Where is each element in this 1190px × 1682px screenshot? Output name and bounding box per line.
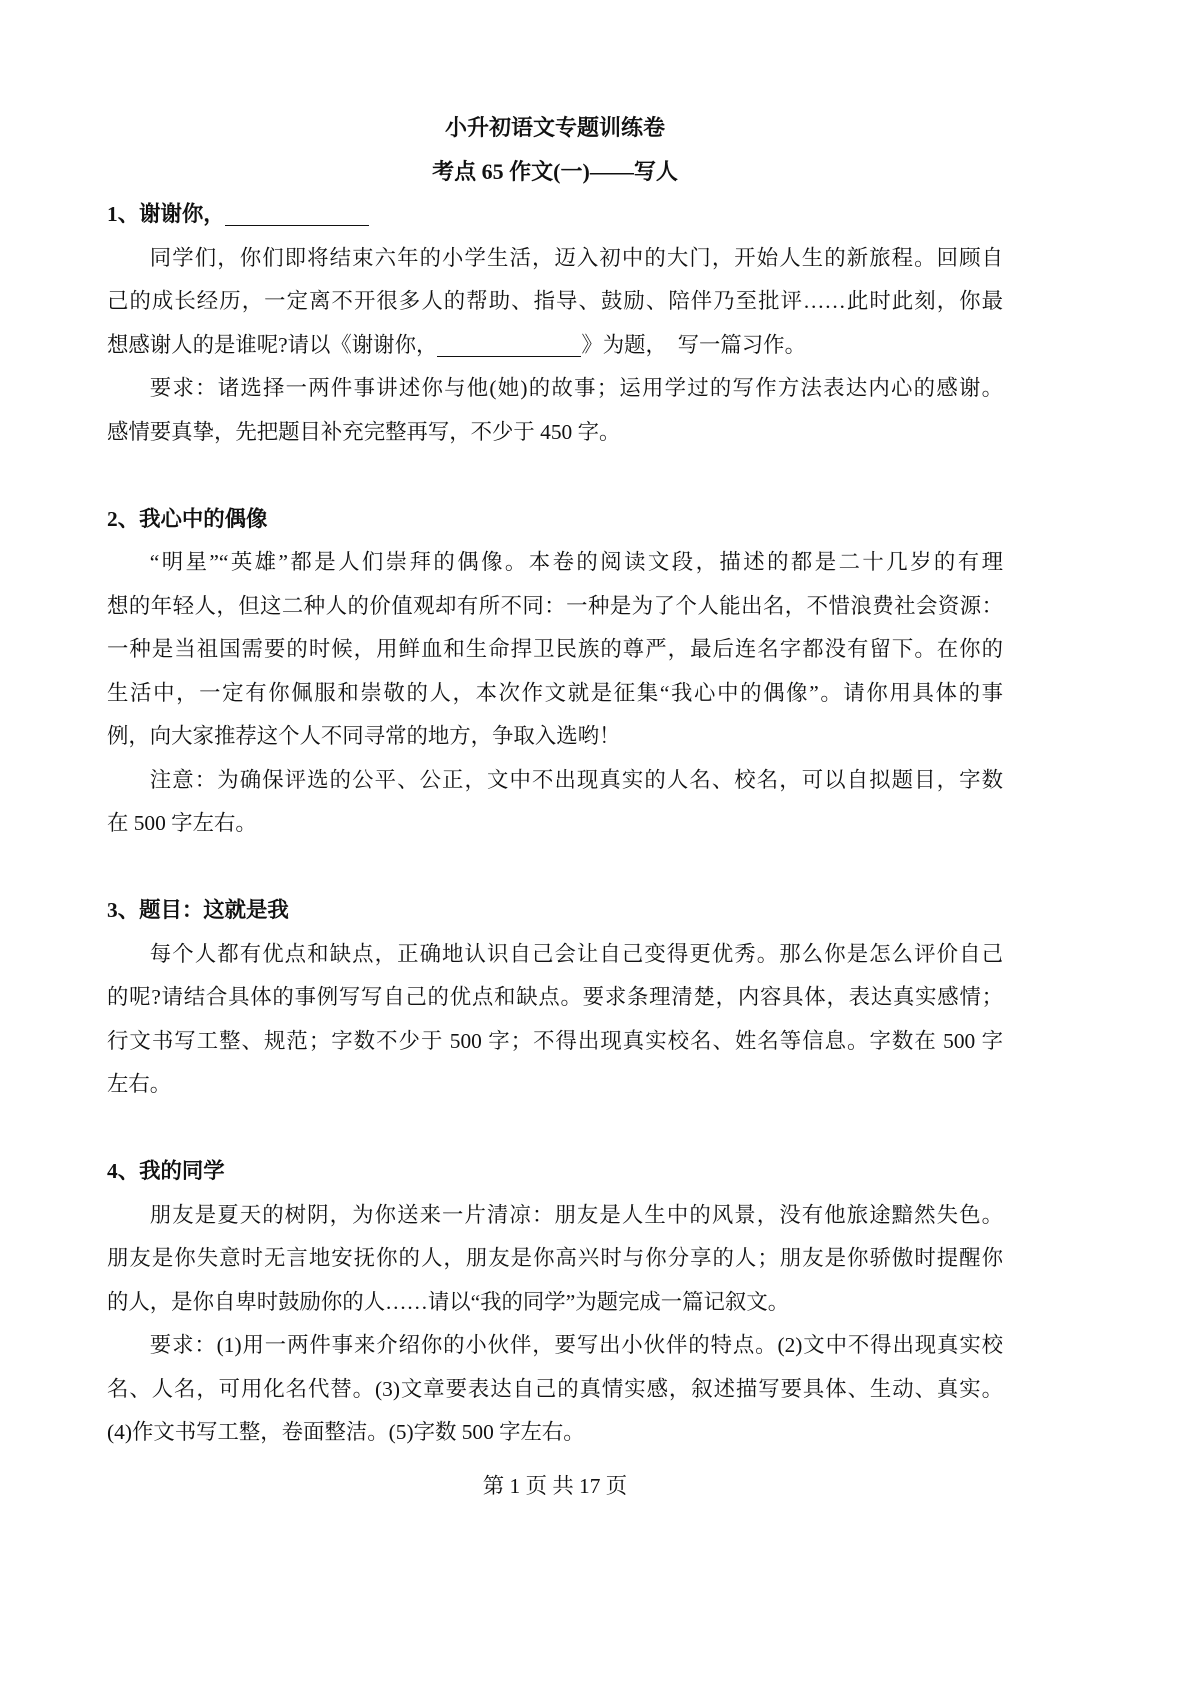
- essay-prompt-4: [107, 1150, 1003, 1455]
- text-line: 每个人都有优点和缺点，正确地认识自己会让自己变得更优秀。那么你是怎么评价自己: [149, 941, 1003, 966]
- text-line: 要求：(1)用一两件事来介绍你的小伙伴，要写出小伙伴的特点。(2)文中不得出现真实校: [149, 1333, 1003, 1357]
- text-line-after-blank: 》为题， 写一篇习作。: [581, 332, 806, 357]
- text-line: 名、人名，可用化名代替。(3)文章要表达自己的真情实感，叙述描写要具体、生动、真实。: [107, 1376, 1003, 1401]
- fill-in-blank: [437, 338, 581, 357]
- prompt-heading: 3、题目：这就是我: [107, 898, 289, 922]
- text-line-before-blank: 想感谢人的是谁呢?请以《谢谢你，: [107, 332, 438, 357]
- text-line: 例，向大家推荐这个人不同寻常的地方，争取入选哟！: [107, 724, 621, 748]
- text-line: 生活中，一定有你佩服和崇敬的人，本次作文就是征集“我心中的偶像”。请你用具体的事: [107, 680, 1003, 705]
- text-line: 同学们，你们即将结束六年的小学生活，迈入初中的大门，开始人生的新旅程。回顾自: [149, 245, 1003, 270]
- requirement-paragraph: [107, 759, 1003, 846]
- text-line: 朋友是你失意时无言地安抚你的人，朋友是你高兴时与你分享的人；朋友是你骄傲时提醒你: [107, 1246, 1003, 1270]
- requirement-paragraph: [107, 1324, 1003, 1455]
- fill-in-blank: [225, 207, 369, 226]
- prompt-heading: [107, 193, 1003, 237]
- text-line: [107, 324, 1003, 368]
- prompt-paragraph: [107, 933, 1003, 1107]
- text-line: 己的成长经历，一定离不开很多人的帮助、指导、鼓励、陪伴乃至批评……此时此刻，你最: [107, 289, 1003, 313]
- essay-prompt-1: [107, 193, 1003, 454]
- prompt-heading: 2、我心中的偶像: [107, 506, 268, 531]
- text-line: 要求：诸选择一两件事讲述你与他(她)的故事；运用学过的写作方法表达内心的感谢。: [149, 376, 1003, 400]
- prompt-heading: 4、我的同学: [107, 1159, 225, 1183]
- text-line: 行文书写工整、规范；字数不少于 500 字；不得出现真实校名、姓名等信息。字数在 500 字: [107, 1028, 1003, 1053]
- text-line: 注意：为确保评选的公平、公正，文中不出现真实的人名、校名，可以自拟题目，字数: [149, 767, 1003, 792]
- document-body: [107, 106, 1003, 1455]
- essay-prompt-2: [107, 498, 1003, 846]
- prompt-paragraph: [107, 541, 1003, 759]
- text-line: 感情要真挚，先把题目补充完整再写，不少于 450 字。: [107, 419, 621, 444]
- document-subtitle: 考点 65 作文(一)——写人: [432, 158, 678, 184]
- prompt-heading-text: 1、谢谢你，: [107, 202, 225, 226]
- text-line: 一种是当祖国需要的时候，用鲜血和生命捍卫民族的尊严，最后连名字都没有留下。在你的: [107, 637, 1003, 661]
- prompt-paragraph: [107, 1194, 1003, 1325]
- requirement-paragraph: [107, 367, 1003, 454]
- text-line: 的人，是你自卑时鼓励你的人……请以“我的同学”为题完成一篇记叙文。: [107, 1289, 790, 1314]
- essay-prompt-3: [107, 889, 1003, 1107]
- text-line: 朋友是夏天的树阴，为你送来一片清凉：朋友是人生中的风景，没有他旅途黯然失色。: [149, 1202, 1003, 1227]
- text-line: 的呢?请结合具体的事例写写自己的优点和缺点。要求条理清楚，内容具体，表达真实感情；: [107, 985, 1003, 1009]
- prompt-paragraph: [107, 237, 1003, 368]
- text-line: “明星”“英雄”都是人们崇拜的偶像。本卷的阅读文段，描述的都是二十几岁的有理: [149, 550, 1003, 574]
- document-title: 小升初语文专题训练卷: [444, 115, 665, 140]
- text-line: 在 500 字左右。: [107, 811, 257, 835]
- text-line: 左右。: [107, 1072, 172, 1096]
- page-number-footer: 第 1 页 共 17 页: [482, 1474, 628, 1498]
- text-line: (4)作文书写工整，卷面整洁。(5)字数 500 字左右。: [107, 1420, 585, 1444]
- text-line: 想的年轻人，但这二种人的价值观却有所不同：一种是为了个人能出名，不惜浪费社会资源：: [107, 593, 1003, 618]
